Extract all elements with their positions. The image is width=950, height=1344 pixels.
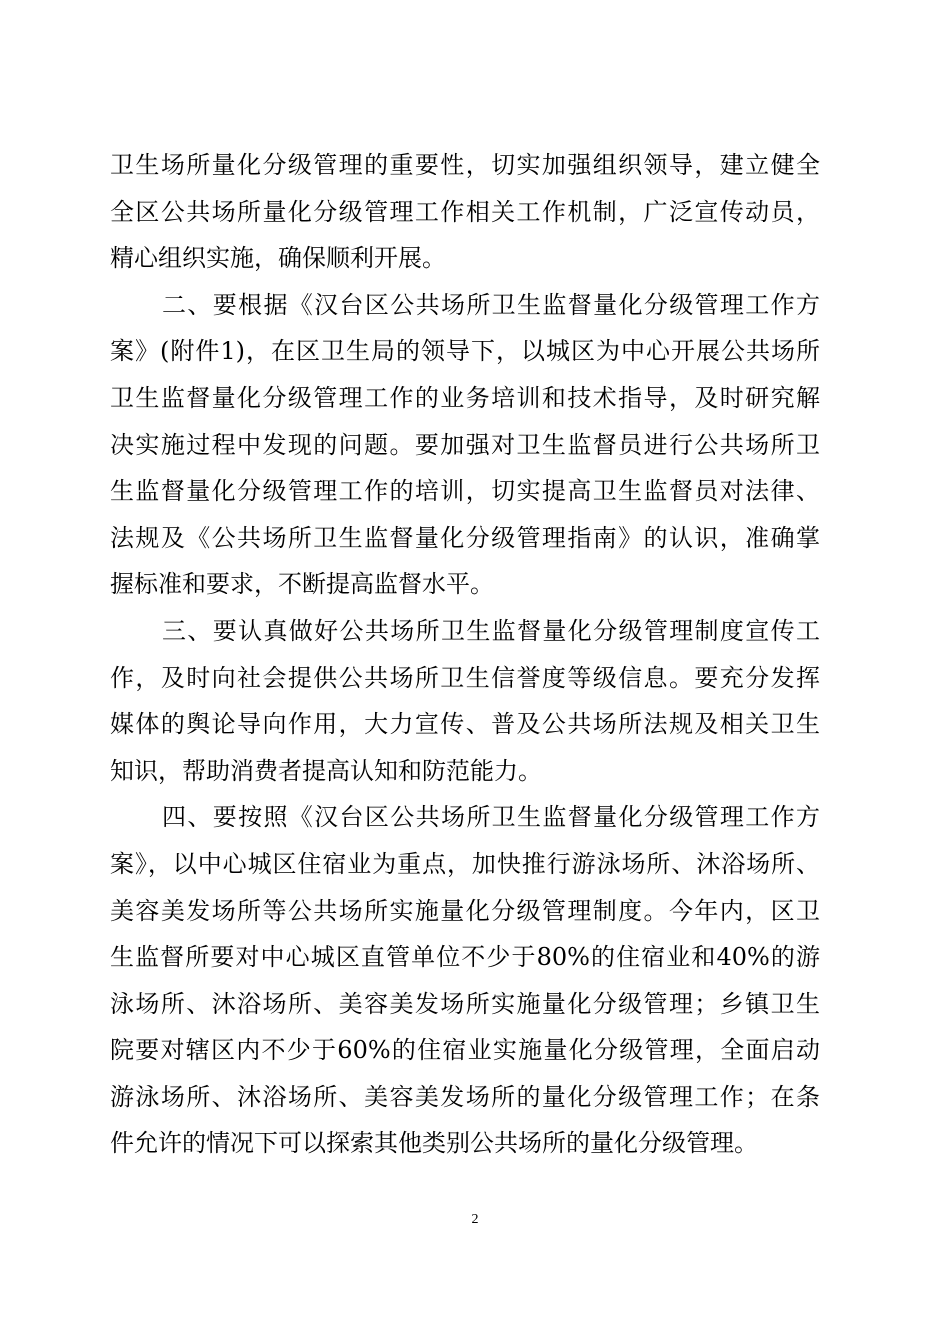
paragraph-2-line-5: 生监督量化分级管理工作的培训，切实提高卫生监督员对法律、 bbox=[110, 477, 820, 506]
paragraph-2-line-3: 卫生监督量化分级管理工作的业务培训和技术指导，及时研究解 bbox=[110, 383, 820, 412]
paragraph-3-line-3: 媒体的舆论导向作用，大力宣传、普及公共场所法规及相关卫生 bbox=[110, 710, 820, 739]
body-text bbox=[110, 142, 820, 1167]
paragraph-3-line-2: 作，及时向社会提供公共场所卫生信誉度等级信息。要充分发挥 bbox=[110, 663, 820, 692]
paragraph-4-line-8: 件允许的情况下可以探索其他类别公共场所的量化分级管理。 bbox=[110, 1129, 758, 1158]
paragraph-3-line-1: 三、要认真做好公共场所卫生监督量化分级管理制度宣传工 bbox=[162, 616, 820, 645]
page-number: 2 bbox=[471, 1212, 479, 1227]
paragraph-2-line-2: 案》(附件1)，在区卫生局的领导下，以城区为中心开展公共场所 bbox=[110, 337, 820, 366]
paragraph-1-line-1: 卫生场所量化分级管理的重要性，切实加强组织领导，建立健全 bbox=[110, 151, 820, 179]
paragraph-3-line-4: 知识，帮助消费者提高认知和防范能力。 bbox=[110, 756, 542, 785]
paragraph-4-line-6: 院要对辖区内不少于60%的住宿业实施量化分级管理，全面启动 bbox=[110, 1036, 820, 1065]
paragraph-4-line-3: 美容美发场所等公共场所实施量化分级管理制度。今年内，区卫 bbox=[110, 896, 820, 925]
paragraph-4-line-4: 生监督所要对中心城区直管单位不少于80%的住宿业和40%的游 bbox=[110, 943, 820, 972]
paragraph-2-line-7: 握标准和要求，不断提高监督水平。 bbox=[110, 570, 494, 599]
paragraph-1-line-2: 全区公共场所量化分级管理工作相关工作机制，广泛宣传动员， bbox=[110, 197, 820, 226]
paragraph-4-line-5: 泳场所、沐浴场所、美容美发场所实施量化分级管理；乡镇卫生 bbox=[110, 989, 820, 1018]
paragraph-1-line-3: 精心组织实施，确保顺利开展。 bbox=[110, 244, 446, 273]
paragraph-2-line-1: 二、要根据《汉台区公共场所卫生监督量化分级管理工作方 bbox=[162, 290, 820, 319]
paragraph-4-line-2: 案》，以中心城区住宿业为重点，加快推行游泳场所、沐浴场所、 bbox=[110, 849, 820, 878]
paragraph-2-line-6: 法规及《公共场所卫生监督量化分级管理指南》的认识，准确掌 bbox=[110, 523, 820, 552]
paragraph-2-line-4: 决实施过程中发现的问题。要加强对卫生监督员进行公共场所卫 bbox=[110, 430, 820, 459]
paragraph-4-line-7: 游泳场所、沐浴场所、美容美发场所的量化分级管理工作；在条 bbox=[110, 1082, 820, 1111]
paragraph-4-line-1: 四、要按照《汉台区公共场所卫生监督量化分级管理工作方 bbox=[162, 803, 820, 832]
